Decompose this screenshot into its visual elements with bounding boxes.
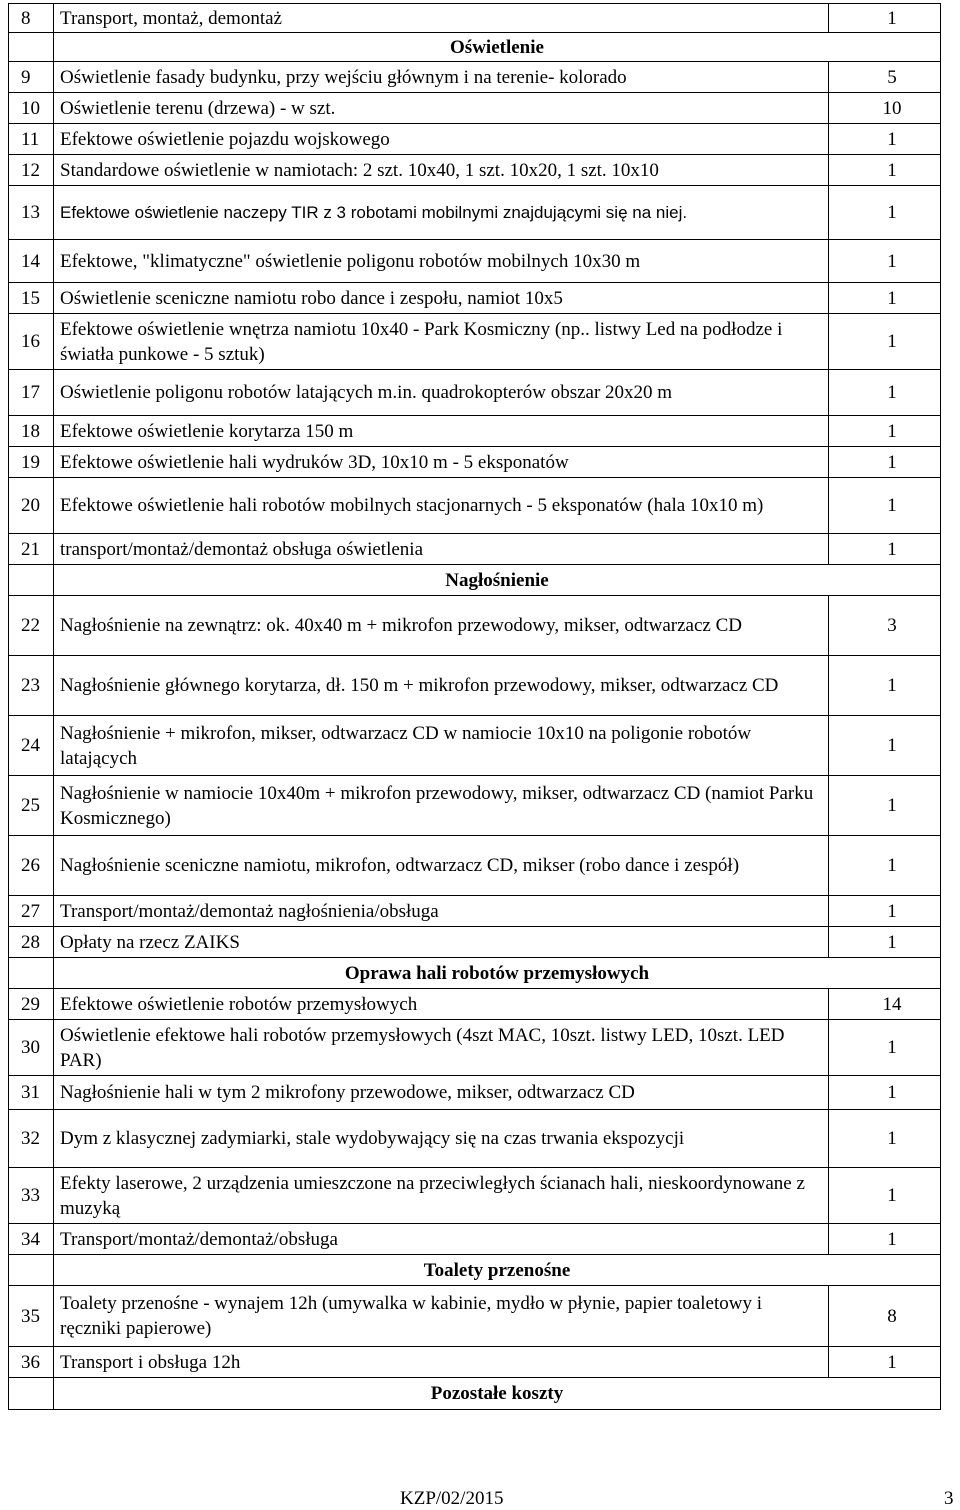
item-description: Efektowe oświetlenie hali wydruków 3D, 10x10 m - 5 eksponatów bbox=[54, 447, 829, 478]
table-row bbox=[9, 370, 941, 416]
item-quantity: 1 bbox=[829, 716, 941, 776]
row-number: 27 bbox=[9, 896, 54, 927]
table-row bbox=[9, 62, 941, 93]
item-description: transport/montaż/demontaż obsługa oświetlenia bbox=[54, 534, 829, 565]
item-description: Opłaty na rzecz ZAIKS bbox=[54, 927, 829, 958]
item-description: Nagłośnienie na zewnątrz: ok. 40x40 m + mikrofon przewodowy, mikser, odtwarzacz CD bbox=[54, 596, 829, 656]
section-header-row bbox=[9, 33, 941, 62]
item-description: Nagłośnienie głównego korytarza, dł. 150 m + mikrofon przewodowy, mikser, odtwarzacz CD bbox=[54, 656, 829, 716]
table-row bbox=[9, 534, 941, 565]
item-description: Oświetlenie sceniczne namiotu robo dance i zespołu, namiot 10x5 bbox=[54, 283, 829, 314]
section-header-row bbox=[9, 565, 941, 596]
item-quantity: 8 bbox=[829, 1286, 941, 1347]
table-row bbox=[9, 186, 941, 240]
item-quantity: 1 bbox=[829, 314, 941, 370]
table-row bbox=[9, 93, 941, 124]
item-description: Transport/montaż/demontaż/obsługa bbox=[54, 1224, 829, 1255]
item-quantity: 3 bbox=[829, 596, 941, 656]
item-quantity: 1 bbox=[829, 656, 941, 716]
item-quantity: 1 bbox=[829, 478, 941, 534]
row-number: 17 bbox=[9, 370, 54, 416]
empty-cell bbox=[9, 1255, 54, 1286]
item-description: Nagłośnienie + mikrofon, mikser, odtwarzacz CD w namiocie 10x10 na poligonie robotów latających bbox=[54, 716, 829, 776]
item-quantity: 1 bbox=[829, 155, 941, 186]
table-row bbox=[9, 596, 941, 656]
item-description: Nagłośnienie hali w tym 2 mikrofony przewodowe, mikser, odtwarzacz CD bbox=[54, 1076, 829, 1110]
row-number: 18 bbox=[9, 416, 54, 447]
item-quantity: 1 bbox=[829, 836, 941, 896]
item-quantity: 1 bbox=[829, 1076, 941, 1110]
item-quantity: 1 bbox=[829, 534, 941, 565]
item-quantity: 1 bbox=[829, 416, 941, 447]
item-quantity: 1 bbox=[829, 447, 941, 478]
table-row bbox=[9, 478, 941, 534]
section-header-row bbox=[9, 958, 941, 989]
row-number: 22 bbox=[9, 596, 54, 656]
table-row bbox=[9, 447, 941, 478]
table-row bbox=[9, 1168, 941, 1224]
item-description: Toalety przenośne - wynajem 12h (umywalka w kabinie, mydło w płynie, papier toaletowy i ręczniki papierowe) bbox=[54, 1286, 829, 1347]
item-description: Efektowe oświetlenie wnętrza namiotu 10x40 - Park Kosmiczny (np.. listwy Led na podłodze i światła punkowe - 5 sztuk) bbox=[54, 314, 829, 370]
row-number: 30 bbox=[9, 1020, 54, 1076]
item-description: Nagłośnienie sceniczne namiotu, mikrofon, odtwarzacz CD, mikser (robo dance i zespół) bbox=[54, 836, 829, 896]
item-description: Efektowe oświetlenie naczepy TIR z 3 robotami mobilnymi znajdującymi się na niej. bbox=[54, 186, 829, 240]
row-number: 14 bbox=[9, 240, 54, 283]
table-row bbox=[9, 283, 941, 314]
item-quantity: 1 bbox=[829, 1347, 941, 1378]
table-row bbox=[9, 1286, 941, 1347]
item-description: Efektowe oświetlenie robotów przemysłowych bbox=[54, 989, 829, 1020]
item-quantity: 1 bbox=[829, 283, 941, 314]
row-number: 29 bbox=[9, 989, 54, 1020]
row-number: 21 bbox=[9, 534, 54, 565]
section-header-row bbox=[9, 1255, 941, 1286]
table-row bbox=[9, 836, 941, 896]
row-number: 12 bbox=[9, 155, 54, 186]
section-header-row bbox=[9, 1378, 941, 1410]
row-number: 36 bbox=[9, 1347, 54, 1378]
row-number: 26 bbox=[9, 836, 54, 896]
table-row bbox=[9, 989, 941, 1020]
row-number: 15 bbox=[9, 283, 54, 314]
row-number: 19 bbox=[9, 447, 54, 478]
item-description: Transport/montaż/demontaż nagłośnienia/obsługa bbox=[54, 896, 829, 927]
row-number: 10 bbox=[9, 93, 54, 124]
table-row bbox=[9, 1020, 941, 1076]
item-description: Oświetlenie terenu (drzewa) - w szt. bbox=[54, 93, 829, 124]
section-title: Pozostałe koszty bbox=[54, 1378, 941, 1410]
item-description: Dym z klasycznej zadymiarki, stale wydobywający się na czas trwania ekspozycji bbox=[54, 1110, 829, 1168]
item-description: Efektowe oświetlenie pojazdu wojskowego bbox=[54, 124, 829, 155]
row-number: 20 bbox=[9, 478, 54, 534]
row-number: 8 bbox=[9, 4, 54, 33]
table-row bbox=[9, 896, 941, 927]
item-description: Efektowe oświetlenie hali robotów mobilnych stacjonarnych - 5 eksponatów (hala 10x10 m) bbox=[54, 478, 829, 534]
page-number: 3 bbox=[944, 1488, 954, 1509]
item-quantity: 5 bbox=[829, 62, 941, 93]
row-number: 11 bbox=[9, 124, 54, 155]
item-description: Oświetlenie efektowe hali robotów przemysłowych (4szt MAC, 10szt. listwy LED, 10szt. LED PAR) bbox=[54, 1020, 829, 1076]
row-number: 28 bbox=[9, 927, 54, 958]
item-description: Transport i obsługa 12h bbox=[54, 1347, 829, 1378]
empty-cell bbox=[9, 1378, 54, 1410]
item-quantity: 1 bbox=[829, 776, 941, 836]
table-row bbox=[9, 124, 941, 155]
item-quantity: 10 bbox=[829, 93, 941, 124]
empty-cell bbox=[9, 565, 54, 596]
row-number: 24 bbox=[9, 716, 54, 776]
section-title: Toalety przenośne bbox=[54, 1255, 941, 1286]
item-quantity: 1 bbox=[829, 240, 941, 283]
item-description: Oświetlenie fasady budynku, przy wejściu głównym i na terenie- kolorado bbox=[54, 62, 829, 93]
table-row bbox=[9, 240, 941, 283]
section-title: Oprawa hali robotów przemysłowych bbox=[54, 958, 941, 989]
item-quantity: 1 bbox=[829, 1020, 941, 1076]
item-description: Transport, montaż, demontaż bbox=[54, 4, 829, 33]
row-number: 33 bbox=[9, 1168, 54, 1224]
row-number: 9 bbox=[9, 62, 54, 93]
item-description: Efektowe, "klimatyczne" oświetlenie poligonu robotów mobilnych 10x30 m bbox=[54, 240, 829, 283]
table-row bbox=[9, 1347, 941, 1378]
item-quantity: 1 bbox=[829, 927, 941, 958]
table-row bbox=[9, 155, 941, 186]
item-description: Standardowe oświetlenie w namiotach: 2 szt. 10x40, 1 szt. 10x20, 1 szt. 10x10 bbox=[54, 155, 829, 186]
table-row bbox=[9, 4, 941, 33]
table-row bbox=[9, 416, 941, 447]
item-quantity: 1 bbox=[829, 896, 941, 927]
page-footer bbox=[0, 1488, 960, 1510]
section-title: Oświetlenie bbox=[54, 33, 941, 62]
item-quantity: 1 bbox=[829, 124, 941, 155]
item-quantity: 1 bbox=[829, 186, 941, 240]
item-description: Nagłośnienie w namiocie 10x40m + mikrofon przewodowy, mikser, odtwarzacz CD (namiot Parku Kosmicznego) bbox=[54, 776, 829, 836]
row-number: 25 bbox=[9, 776, 54, 836]
table-row bbox=[9, 776, 941, 836]
empty-cell bbox=[9, 958, 54, 989]
item-quantity: 1 bbox=[829, 1110, 941, 1168]
item-quantity: 1 bbox=[829, 4, 941, 33]
cost-table bbox=[8, 3, 941, 1410]
table-row bbox=[9, 1076, 941, 1110]
table-row bbox=[9, 716, 941, 776]
table-row bbox=[9, 1224, 941, 1255]
item-quantity: 14 bbox=[829, 989, 941, 1020]
row-number: 16 bbox=[9, 314, 54, 370]
row-number: 32 bbox=[9, 1110, 54, 1168]
table-row bbox=[9, 314, 941, 370]
row-number: 31 bbox=[9, 1076, 54, 1110]
item-description: Oświetlenie poligonu robotów latających m.in. quadrokopterów obszar 20x20 m bbox=[54, 370, 829, 416]
empty-cell bbox=[9, 33, 54, 62]
row-number: 13 bbox=[9, 186, 54, 240]
item-description: Efektowe oświetlenie korytarza 150 m bbox=[54, 416, 829, 447]
document-code: KZP/02/2015 bbox=[400, 1488, 504, 1509]
row-number: 23 bbox=[9, 656, 54, 716]
table-row bbox=[9, 656, 941, 716]
row-number: 34 bbox=[9, 1224, 54, 1255]
item-quantity: 1 bbox=[829, 1168, 941, 1224]
item-description: Efekty laserowe, 2 urządzenia umieszczone na przeciwległych ścianach hali, nieskoordynowane z muzyką bbox=[54, 1168, 829, 1224]
item-quantity: 1 bbox=[829, 370, 941, 416]
item-quantity: 1 bbox=[829, 1224, 941, 1255]
table-row bbox=[9, 1110, 941, 1168]
table-row bbox=[9, 927, 941, 958]
section-title: Nagłośnienie bbox=[54, 565, 941, 596]
row-number: 35 bbox=[9, 1286, 54, 1347]
